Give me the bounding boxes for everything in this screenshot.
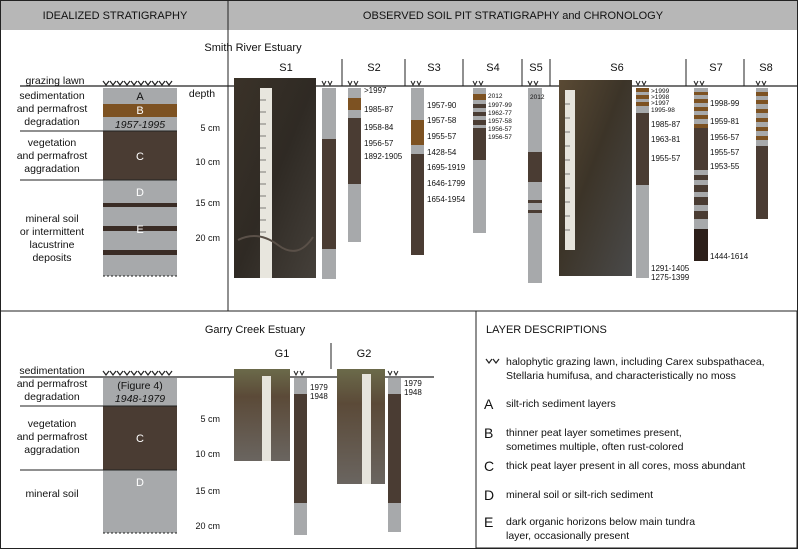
letter-b: B	[136, 105, 144, 117]
legend-text-b-1: thinner peat layer sometimes present,	[506, 427, 682, 439]
g2-date-2: 1948	[404, 388, 422, 397]
garry-title: Garry Creek Estuary	[204, 324, 306, 336]
g1-core-photo	[234, 369, 290, 461]
g2-column	[388, 378, 401, 532]
legend-text-e-2: layer, occasionally present	[506, 530, 630, 542]
s4-date-1: 2012	[488, 93, 503, 100]
s3-column	[411, 88, 424, 255]
s2-column	[348, 88, 361, 242]
s4-date-4: 1957-58	[488, 118, 512, 125]
garry-letter-d: D	[136, 477, 144, 489]
s2-date-1: >1997	[364, 86, 387, 95]
legend-text-c: thick peat layer present in all cores, moss abundant	[506, 460, 746, 472]
s6-date-7: 1955-57	[651, 154, 681, 163]
g1-date-2: 1948	[310, 392, 328, 401]
s6-date-4: 1995-98	[651, 107, 675, 114]
s3-dates	[427, 101, 466, 204]
s6-dates-top	[651, 88, 675, 114]
garry-fig-ref: (Figure 4)	[117, 380, 163, 392]
s1-lawn-marks	[322, 81, 332, 85]
s4-date-2: 1997-99	[488, 102, 512, 109]
site-label-g1: G1	[274, 348, 290, 360]
site-label-s8: S8	[759, 62, 773, 74]
depth-tick-10: 10 cm	[195, 157, 220, 167]
s6-dates	[651, 120, 690, 282]
depth-tick-20: 20 cm	[195, 233, 220, 243]
s6-date-9: 1275-1399	[651, 273, 690, 282]
garry-label-veg-1: vegetation	[27, 418, 77, 430]
g1-dates	[310, 383, 328, 401]
grazing-lawn-marks	[103, 81, 172, 85]
garry-ideal-labels	[17, 365, 88, 500]
s1-column	[322, 88, 336, 279]
s6-core-photo	[559, 80, 632, 276]
label-grazing-lawn: grazing lawn	[25, 75, 85, 87]
smith-ideal-labels	[17, 75, 88, 264]
label-sed-2: and permafrost	[16, 103, 88, 115]
site-label-s4: S4	[486, 62, 500, 74]
s3-date-6: 1646-1799	[427, 179, 466, 188]
s1-core-photo	[234, 78, 316, 278]
s3-date-7: 1654-1954	[427, 195, 466, 204]
s7-column	[694, 88, 708, 261]
site-label-s3: S3	[427, 62, 441, 74]
site-label-s5: S5	[529, 62, 543, 74]
letter-e: E	[136, 224, 144, 236]
s2-date-5: 1892-1905	[364, 152, 403, 161]
letter-a: A	[136, 91, 144, 103]
legend-key-b: B	[484, 425, 494, 441]
label-min-3: lacustrine	[29, 239, 75, 251]
smith-sed-dates: 1957-1995	[114, 119, 166, 131]
s6-date-5: 1985-87	[651, 120, 681, 129]
g1-column	[294, 378, 307, 535]
s4-column	[473, 88, 486, 233]
s6-date-2: >1998	[651, 94, 670, 101]
garry-depth-10: 10 cm	[195, 449, 220, 459]
site-label-g2: G2	[356, 348, 372, 360]
s7-date-1: 1998-99	[710, 99, 740, 108]
legend-lawn-line-2: Stellaria humifusa, and characteristically no moss	[506, 370, 736, 382]
s7-dates	[710, 99, 749, 261]
s7-date-3: 1956-57	[710, 133, 740, 142]
garry-label-min: mineral soil	[25, 488, 79, 500]
label-veg-1: vegetation	[27, 137, 77, 149]
legend-lawn-line-1: halophytic grazing lawn, including Carex subspathacea,	[506, 356, 765, 368]
label-min-4: deposits	[32, 252, 72, 264]
legend-key-e: E	[484, 514, 494, 530]
s3-date-5: 1695-1919	[427, 163, 466, 172]
g2-core-photo	[337, 369, 385, 484]
g2-dates	[404, 379, 422, 397]
s3-date-4: 1428-54	[427, 148, 457, 157]
garry-label-veg-3: aggradation	[24, 444, 80, 456]
garry-depth-20: 20 cm	[195, 521, 220, 531]
g1-date-1: 1979	[310, 383, 328, 392]
label-veg-3: aggradation	[24, 163, 80, 175]
s4-date-3: 1962-77	[488, 110, 512, 117]
s6-date-1: >1999	[651, 88, 670, 95]
garry-letter-c: C	[136, 433, 144, 445]
site-label-s7: S7	[709, 62, 723, 74]
s8-column	[756, 88, 768, 219]
smith-title: Smith River Estuary	[204, 42, 302, 54]
depth-tick-5: 5 cm	[200, 123, 220, 133]
s3-date-2: 1957-58	[427, 116, 457, 125]
s4-dates	[488, 93, 512, 141]
s7-date-5: 1953-55	[710, 162, 740, 171]
header-left: IDEALIZED STRATIGRAPHY	[42, 10, 188, 22]
legend-title: LAYER DESCRIPTIONS	[486, 324, 607, 336]
garry-sed-dates: 1948-1979	[114, 393, 166, 405]
s2-date-2: 1985-87	[364, 105, 394, 114]
s2-date-3: 1958-84	[364, 123, 394, 132]
s3-date-3: 1955-57	[427, 132, 457, 141]
label-min-2: or intermittent	[19, 226, 85, 238]
label-sed-3: degradation	[24, 116, 80, 128]
s2-dates	[364, 86, 403, 161]
site-label-s2: S2	[367, 62, 381, 74]
depth-tick-15: 15 cm	[195, 198, 220, 208]
s7-date-4: 1955-57	[710, 148, 740, 157]
s4-date-6: 1956-57	[488, 134, 512, 141]
s6-column	[636, 88, 649, 278]
legend-text-e-1: dark organic horizons below main tundra	[506, 516, 696, 528]
s6-date-6: 1963-81	[651, 135, 681, 144]
site-label-s6: S6	[610, 62, 624, 74]
garry-label-deg: degradation	[24, 391, 80, 403]
letter-d: D	[136, 187, 144, 199]
legend-text-a: silt-rich sediment layers	[506, 398, 616, 410]
depth-label: depth	[188, 88, 216, 100]
smith-site-labels	[279, 62, 772, 74]
s4-date-5: 1956-57	[488, 126, 512, 133]
s7-date-2: 1959-81	[710, 117, 740, 126]
s3-date-1: 1957-90	[427, 101, 457, 110]
label-min-1: mineral soil	[25, 213, 79, 225]
label-sed-1: sedimentation	[19, 90, 85, 102]
legend-text-b-2: sometimes multiple, often rust-colored	[506, 441, 684, 453]
legend-text-d: mineral soil or silt-rich sediment	[506, 489, 654, 501]
garry-label-sed-1: sedimentation	[19, 365, 85, 377]
g2-date-1: 1979	[404, 379, 422, 388]
s5-column	[528, 88, 542, 283]
garry-label-veg-2: and permafrost	[16, 431, 88, 443]
legend-key-a: A	[484, 396, 494, 412]
site-label-s1: S1	[279, 62, 293, 74]
letter-c: C	[136, 151, 144, 163]
smith-depth-ticks	[195, 123, 220, 243]
s5-date-1: 2012	[530, 94, 545, 101]
label-veg-2: and permafrost	[16, 150, 88, 162]
s7-date-6: 1444-1614	[710, 252, 749, 261]
s2-date-4: 1956-57	[364, 139, 394, 148]
garry-depth-ticks	[195, 414, 220, 531]
site-header-row	[342, 59, 744, 86]
garry-label-sed-2: and permafrost	[16, 378, 88, 390]
s6-date-8: 1291-1405	[651, 264, 690, 273]
garry-depth-15: 15 cm	[195, 486, 220, 496]
s6-date-3: >1997	[651, 100, 670, 107]
legend-key-d: D	[484, 487, 495, 503]
garry-depth-5: 5 cm	[200, 414, 220, 424]
header-right: OBSERVED SOIL PIT STRATIGRAPHY and CHRONOLOGY	[362, 10, 664, 22]
legend-key-c: C	[484, 458, 495, 474]
